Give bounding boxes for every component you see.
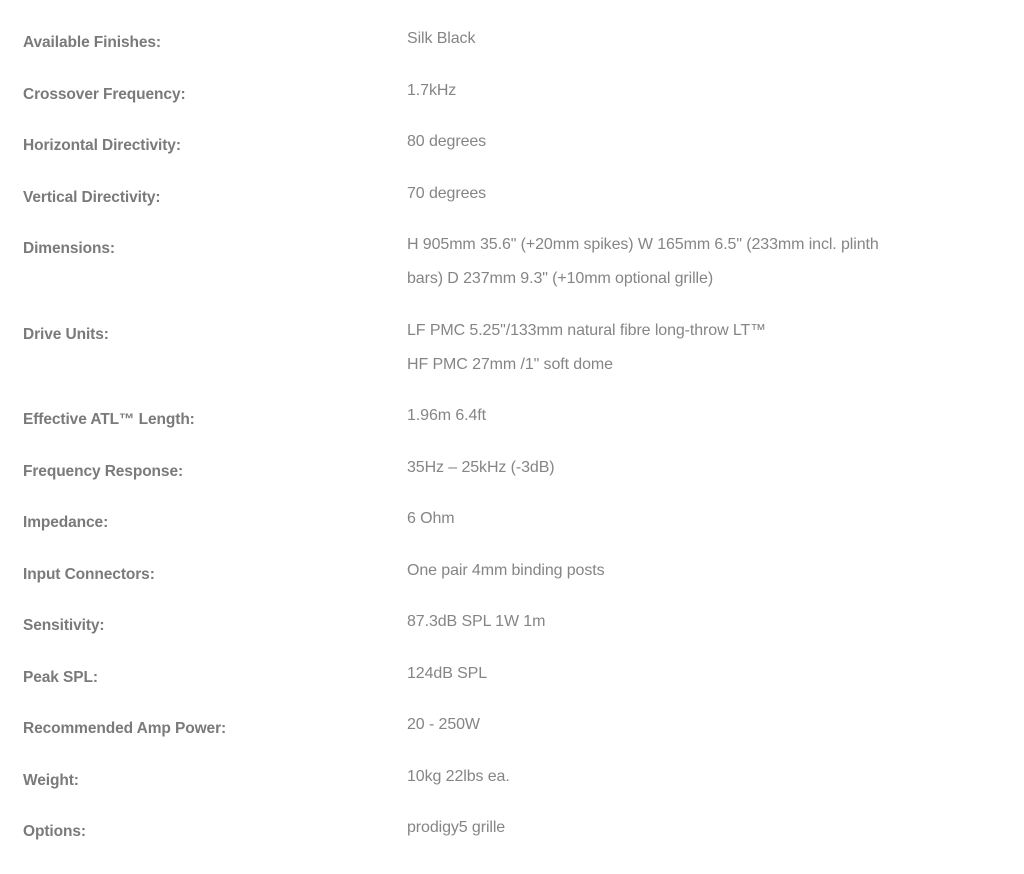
spec-label: Effective ATL™ Length:: [23, 411, 195, 428]
spec-value: [407, 74, 1003, 108]
spec-row-effective-atl-length: [23, 399, 1003, 451]
spec-label: Options:: [23, 823, 86, 840]
spec-value-line: 80 degrees: [407, 133, 487, 150]
spec-value-line: One pair 4mm binding posts: [407, 561, 605, 579]
spec-value: [407, 760, 1003, 794]
spec-label: Drive Units:: [23, 325, 109, 343]
spec-row-crossover-frequency: [23, 74, 1003, 126]
spec-value-line: LF PMC 5.25"/133mm natural fibre long-throw LT™: [407, 321, 767, 339]
spec-value: [407, 228, 1003, 296]
spec-label: Dimensions:: [23, 240, 115, 257]
spec-label: Input Connectors:: [23, 565, 155, 583]
spec-value-line: H 905mm 35.6" (+20mm spikes) W 165mm 6.5" (233mm incl. plinth: [407, 236, 879, 253]
spec-value-line: 1.7kHz: [407, 81, 457, 99]
spec-value-line: 35Hz – 25kHz (-3dB): [407, 458, 555, 476]
spec-value: [407, 177, 1003, 211]
spec-table: [23, 22, 1003, 863]
spec-value: [407, 554, 1003, 588]
spec-label: Vertical Directivity:: [23, 188, 161, 206]
spec-value: [407, 399, 1003, 433]
spec-value: [407, 451, 1003, 485]
spec-value: [407, 502, 1003, 536]
spec-value: [407, 125, 1003, 159]
spec-label: Crossover Frequency:: [23, 85, 186, 103]
spec-value-line: bars) D 237mm 9.3" (+10mm optional grille): [407, 270, 714, 287]
spec-label: Peak SPL:: [23, 668, 98, 686]
spec-value: [407, 22, 1003, 56]
spec-label: Weight:: [23, 771, 79, 789]
spec-label: Horizontal Directivity:: [23, 137, 181, 154]
spec-row-vertical-directivity: [23, 177, 1003, 229]
spec-value-line: 6 Ohm: [407, 510, 455, 527]
spec-row-input-connectors: [23, 554, 1003, 606]
spec-value-line: 20 - 250W: [407, 716, 480, 733]
spec-value-line: 87.3dB SPL 1W 1m: [407, 613, 546, 630]
spec-label: Frequency Response:: [23, 462, 184, 480]
spec-value: [407, 657, 1003, 691]
spec-label: Recommended Amp Power:: [23, 720, 227, 737]
spec-row-dimensions: [23, 228, 1003, 314]
spec-row-sensitivity: [23, 605, 1003, 657]
spec-value: [407, 605, 1003, 639]
spec-row-frequency-response: [23, 451, 1003, 503]
spec-value-line: 1.96m 6.4ft: [407, 407, 486, 424]
spec-row-peak-spl: [23, 657, 1003, 709]
spec-row-drive-units: [23, 314, 1003, 400]
spec-row-weight: [23, 760, 1003, 812]
spec-value: [407, 708, 1003, 742]
spec-row-horizontal-directivity: [23, 125, 1003, 177]
spec-value-line: Silk Black: [407, 30, 476, 47]
spec-value: [407, 314, 1003, 382]
spec-label: Available Finishes:: [23, 34, 161, 51]
spec-label: Sensitivity:: [23, 617, 105, 634]
spec-value: [407, 811, 1003, 845]
spec-value-line: 70 degrees: [407, 184, 487, 202]
spec-value-line: 10kg 22lbs ea.: [407, 767, 510, 785]
spec-row-options: [23, 811, 1003, 863]
spec-label: Impedance:: [23, 514, 109, 531]
spec-value-line: prodigy5 grille: [407, 819, 506, 836]
spec-row-recommended-amp-power: [23, 708, 1003, 760]
spec-value-line: HF PMC 27mm /1" soft dome: [407, 355, 613, 373]
spec-row-impedance: [23, 502, 1003, 554]
spec-value-line: 124dB SPL: [407, 664, 488, 682]
spec-row-available-finishes: [23, 22, 1003, 74]
